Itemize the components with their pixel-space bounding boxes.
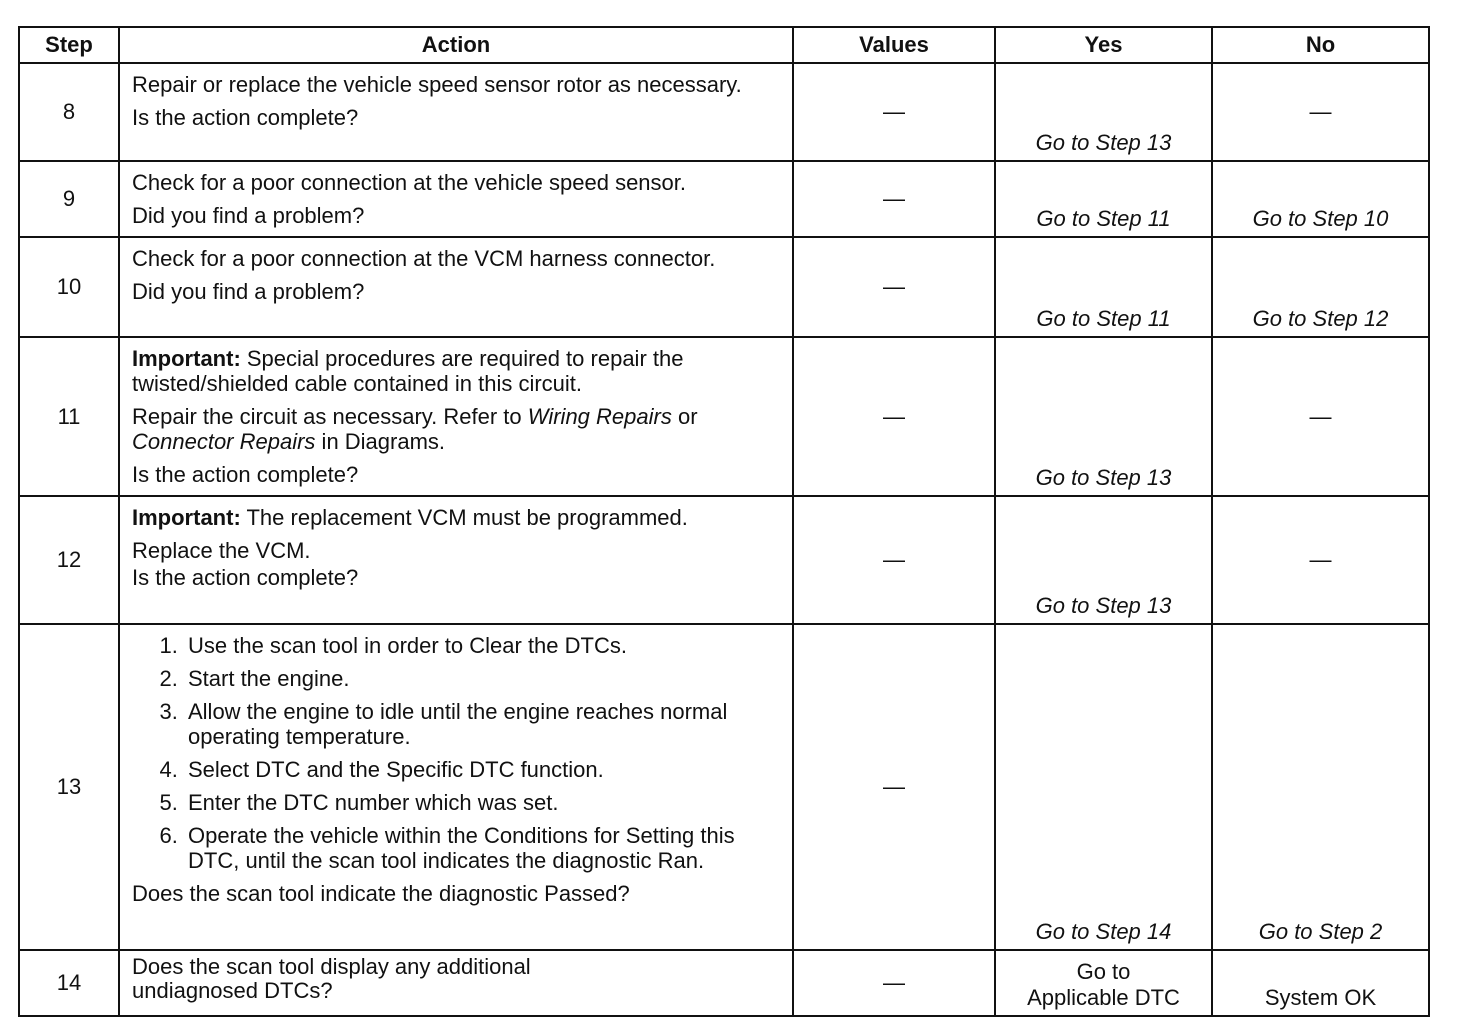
list-item: 2. Start the engine. [184, 666, 782, 691]
important-note [132, 505, 782, 530]
values-cell: — [793, 161, 995, 237]
step-number: 8 [19, 63, 119, 161]
important-label: Important: [132, 346, 241, 371]
list-item: 4. Select DTC and the Specific DTC function. [184, 757, 782, 782]
step-number: 13 [19, 624, 119, 950]
action-question: Does the scan tool indicate the diagnostic Passed? [132, 881, 630, 906]
list-item: 3. Allow the engine to idle until the engine reaches normal operating temperature. [184, 699, 782, 749]
important-label: Important: [132, 505, 241, 530]
no-cell: — [1212, 496, 1429, 624]
yes-link-step-14[interactable]: Go to Step 14 [995, 624, 1212, 950]
values-cell: — [793, 63, 995, 161]
list-item: 6. Operate the vehicle within the Conditions for Setting this DTC, until the scan tool indicates the diagnostic Ran. [184, 823, 782, 873]
yes-link-step-13[interactable]: Go to Step 13 [995, 496, 1212, 624]
action-question: Is the action complete? [132, 565, 359, 590]
yes-line-2: Applicable DTC [1027, 985, 1180, 1010]
procedure-list [132, 633, 782, 873]
yes-link-step-13[interactable]: Go to Step 13 [995, 337, 1212, 496]
step-number: 14 [19, 950, 119, 1016]
action-text: Replace the VCM. [132, 538, 311, 563]
header-yes: Yes [995, 27, 1212, 63]
values-cell: — [793, 496, 995, 624]
list-item: 5. Enter the DTC number which was set. [184, 790, 782, 815]
values-cell: — [793, 337, 995, 496]
action-cell [119, 496, 793, 624]
values-cell: — [793, 237, 995, 337]
connector-repairs-link[interactable]: Connector Repairs [132, 429, 316, 454]
action-question: Did you find a problem? [132, 203, 365, 228]
table-row-step-14 [19, 950, 1429, 1016]
important-note [132, 346, 782, 396]
yes-link-step-11[interactable]: Go to Step 11 [995, 237, 1212, 337]
step-number: 11 [19, 337, 119, 496]
step-number: 12 [19, 496, 119, 624]
action-question: Is the action complete? [132, 462, 359, 487]
action-text: Repair or replace the vehicle speed sensor rotor as necessary. [132, 72, 742, 97]
action-question: Did you find a problem? [132, 279, 365, 304]
header-values: Values [793, 27, 995, 63]
header-no: No [1212, 27, 1429, 63]
repair-instruction [132, 404, 782, 454]
repair-text: Repair the circuit as necessary. Refer to [132, 404, 528, 429]
yes-link-applicable-dtc[interactable] [995, 950, 1212, 1016]
header-row [19, 27, 1429, 63]
yes-line-1: Go to [1076, 959, 1131, 984]
no-link-step-2[interactable]: Go to Step 2 [1212, 624, 1429, 950]
values-cell: — [793, 950, 995, 1016]
no-link-step-10[interactable]: Go to Step 10 [1212, 161, 1429, 237]
action-question: Does the scan tool display any additional undiagnosed DTCs? [132, 954, 531, 1003]
repair-text-or: or [671, 404, 698, 429]
header-action: Action [119, 27, 793, 63]
wiring-repairs-link[interactable]: Wiring Repairs [527, 404, 672, 429]
action-cell [119, 950, 793, 1016]
action-cell [119, 63, 793, 161]
action-cell [119, 337, 793, 496]
list-item: 1. Use the scan tool in order to Clear the DTCs. [184, 633, 782, 658]
action-cell [119, 624, 793, 950]
values-cell: — [793, 624, 995, 950]
action-cell [119, 161, 793, 237]
yes-link-step-13[interactable]: Go to Step 13 [995, 63, 1212, 161]
table-row-step-9 [19, 161, 1429, 237]
table-row-step-11 [19, 337, 1429, 496]
step-number: 10 [19, 237, 119, 337]
table-row-step-13 [19, 624, 1429, 950]
step-number: 9 [19, 161, 119, 237]
diagnostic-table [18, 26, 1430, 1017]
no-link-step-12[interactable]: Go to Step 12 [1212, 237, 1429, 337]
table-row-step-10 [19, 237, 1429, 337]
action-question: Is the action complete? [132, 105, 359, 130]
action-text: Check for a poor connection at the vehicle speed sensor. [132, 170, 687, 195]
table-row-step-8 [19, 63, 1429, 161]
no-cell: — [1212, 337, 1429, 496]
no-system-ok: System OK [1212, 950, 1429, 1016]
repair-text-end: in Diagrams. [315, 429, 446, 454]
action-cell [119, 237, 793, 337]
action-text: Check for a poor connection at the VCM harness connector. [132, 246, 716, 271]
important-text: Special procedures are required to repair the twisted/shielded cable contained in this circuit. [132, 346, 684, 396]
no-cell: — [1212, 63, 1429, 161]
table-row-step-12 [19, 496, 1429, 624]
important-text: The replacement VCM must be programmed. [240, 505, 688, 530]
yes-link-step-11[interactable]: Go to Step 11 [995, 161, 1212, 237]
header-step: Step [19, 27, 119, 63]
